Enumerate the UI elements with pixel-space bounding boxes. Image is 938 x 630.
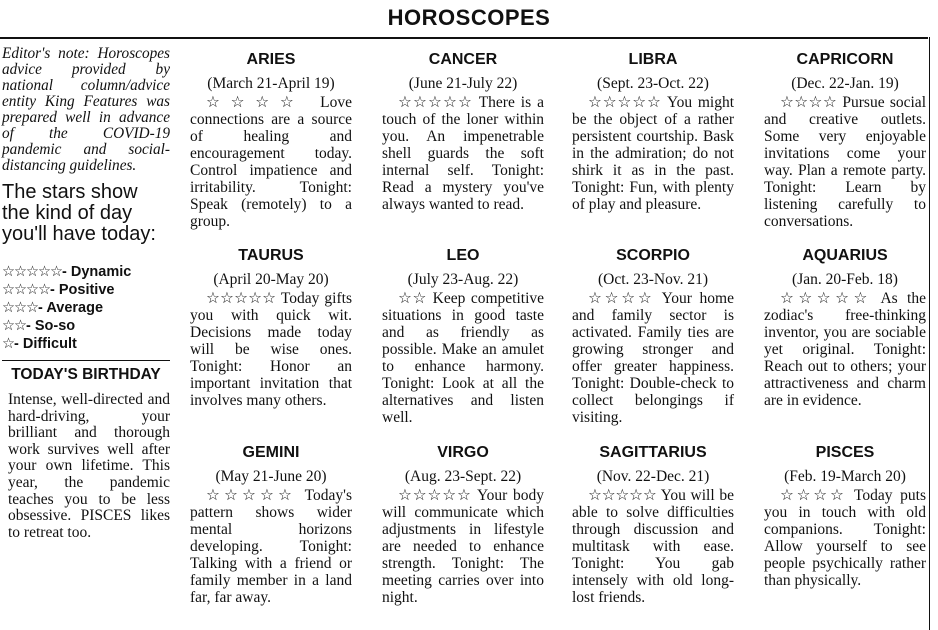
legend-item: ☆☆☆☆☆- Dynamic <box>2 264 132 280</box>
sign-taurus <box>190 246 352 409</box>
sign-text: ☆☆☆☆☆ You will be able to solve difficulties through discussion and multitask with ease. Tonight: You gab intensely with old long-lost friends. <box>572 487 734 606</box>
sign-text: ☆☆☆☆ Pursue social and creative outlets. Some very enjoyable invitations come your way. Plan a remote party. Tonight: Learn by listening carefully to conversations. <box>764 94 926 230</box>
star-icon: ☆☆☆ <box>2 300 38 316</box>
sign-name: CAPRICORN <box>796 51 894 68</box>
page-title: HOROSCOPES <box>387 5 551 30</box>
sign-aries <box>190 50 352 230</box>
sign-text: ☆☆☆☆ Today puts you in touch with old companions. Tonight: Allow yourself to see people psychically rather than physically. <box>764 487 926 589</box>
sign-capricorn <box>764 50 926 230</box>
star-rating-icon: ☆☆☆☆☆ <box>398 94 473 111</box>
editor-note: Editor's note: Horoscopes advice provided by national column/advice entity King Features was prepared well in advance of the COVID-19 pandemic and social-distancing guidelines. <box>2 45 170 174</box>
sign-cancer <box>382 50 544 213</box>
legend-item: ☆☆- So-so <box>2 318 76 334</box>
sign-text: ☆☆☆☆ Love connections are a source of healing and encouragement today. Control impatience and irritability. Tonight: Speak (remotely) to a group. <box>190 94 352 230</box>
star-rating-icon: ☆☆☆☆ <box>780 487 847 504</box>
sign-pisces <box>764 443 926 589</box>
sign-dates: (Sept. 23-Oct. 22) <box>597 75 709 92</box>
sign-name: ARIES <box>246 51 296 68</box>
star-rating-icon: ☆☆☆☆ <box>588 290 655 307</box>
star-rating-icon: ☆☆☆☆☆ <box>206 487 296 504</box>
legend-item: ☆☆☆- Average <box>2 300 104 316</box>
sign-text: ☆☆ Keep competitive situations in good taste and as friendly as possible. Make an amulet to enhance harmony. Tonight: Look at all the alternatives and listen well. <box>382 290 545 426</box>
sign-aquarius <box>764 246 926 409</box>
sign-dates: (Feb. 19-March 20) <box>784 468 906 485</box>
sign-dates: (July 23-Aug. 22) <box>407 271 519 288</box>
star-icon: ☆☆☆☆☆ <box>2 264 62 280</box>
star-rating-icon: ☆☆☆☆☆ <box>588 94 662 111</box>
sign-leo <box>382 246 544 426</box>
star-rating-icon: ☆☆☆☆☆ <box>206 290 277 307</box>
sign-dates: (June 21-July 22) <box>408 75 518 92</box>
star-legend <box>2 263 170 353</box>
sign-gemini <box>190 443 352 606</box>
star-rating-icon: ☆☆☆☆☆ <box>588 487 657 504</box>
sign-name: GEMINI <box>242 444 300 461</box>
sign-text: ☆☆☆☆ Your home and family sector is activated. Family ties are growing stronger and offer greater happiness. Tonight: Double-check to collect belongings if visiting. <box>572 290 734 426</box>
sign-dates: (Oct. 23-Nov. 21) <box>597 271 709 288</box>
sign-text: ☆☆☆☆☆ Today's pattern shows wider mental horizons developing. Tonight: Talking with a friend or family member in a land far, far away. <box>190 487 352 606</box>
sign-name: TAURUS <box>238 247 304 264</box>
sign-name: SAGITTARIUS <box>599 444 707 461</box>
sign-name: VIRGO <box>437 444 489 461</box>
sign-name: AQUARIUS <box>802 247 888 264</box>
sign-libra <box>572 50 734 213</box>
sign-dates: (March 21-April 19) <box>207 75 335 92</box>
sign-text: ☆☆☆☆☆ As the zodiac's free-thinking inventor, you are sociable yet original. Tonight: Reach out to others; your attractiveness and charm are in evidence. <box>764 290 926 409</box>
sign-scorpio <box>572 246 734 426</box>
sign-name: SCORPIO <box>616 247 690 264</box>
right-border <box>929 37 930 630</box>
legend-item: ☆- Difficult <box>2 336 77 352</box>
star-rating-icon: ☆☆☆☆☆ <box>398 487 472 504</box>
sign-dates: (Dec. 22-Jan. 19) <box>791 75 899 92</box>
star-rating-icon: ☆☆☆☆ <box>206 94 305 111</box>
birthday-text: Intense, well-directed and hard-driving, your brilliant and thorough work survives well after your own lifetime. This year, the pandemic teaches you to be less obsessive. PISCES likes to retreat too. <box>8 391 170 541</box>
sign-text: ☆☆☆☆☆ Today gifts you with quick wit. Decisions made today will be wise ones. Tonight: Honor an important invitation that involves many others. <box>190 290 352 409</box>
sign-virgo <box>382 443 544 606</box>
sign-name: CANCER <box>428 51 498 68</box>
sign-text: ☆☆☆☆☆ You might be the object of a rather persistent courtship. Bask in the admiration; do not shirk it as in the past. Tonight: Fun, with plenty of play and pleasure. <box>572 94 734 213</box>
star-icon: ☆☆☆☆ <box>2 282 50 298</box>
sign-name: LIBRA <box>628 51 678 68</box>
star-icon: ☆ <box>2 336 14 352</box>
sign-dates: (May 21-June 20) <box>215 468 327 485</box>
legend-item: ☆☆☆☆- Positive <box>2 282 115 298</box>
star-rating-icon: ☆☆ <box>398 290 428 307</box>
sign-text: ☆☆☆☆☆ There is a touch of the loner within you. An impenetrable shell guards the soft internal self. Tonight: Read a mystery you've always wanted to read. <box>382 94 544 213</box>
sidebar <box>2 46 170 541</box>
sign-dates: (Aug. 23-Sept. 22) <box>404 468 522 485</box>
sign-dates: (April 20-May 20) <box>213 271 329 288</box>
sign-text: ☆☆☆☆☆ Your body will communicate which adjustments in lifestyle are needed to enhance strength. Tonight: The meeting carries over into night. <box>382 487 544 606</box>
sign-sagittarius <box>572 443 734 606</box>
header-divider <box>0 37 928 39</box>
star-rating-icon: ☆☆☆☆ <box>780 94 838 111</box>
sign-name: LEO <box>446 247 480 264</box>
sign-name: PISCES <box>815 444 875 461</box>
sign-dates: (Jan. 20-Feb. 18) <box>792 271 898 288</box>
birthday-heading: TODAY'S BIRTHDAY <box>2 360 170 384</box>
star-icon: ☆☆ <box>2 318 26 334</box>
sign-dates: (Nov. 22-Dec. 21) <box>596 468 710 485</box>
stars-intro: The stars show the kind of day you'll have today: <box>2 181 156 245</box>
star-rating-icon: ☆☆☆☆☆ <box>780 290 872 307</box>
